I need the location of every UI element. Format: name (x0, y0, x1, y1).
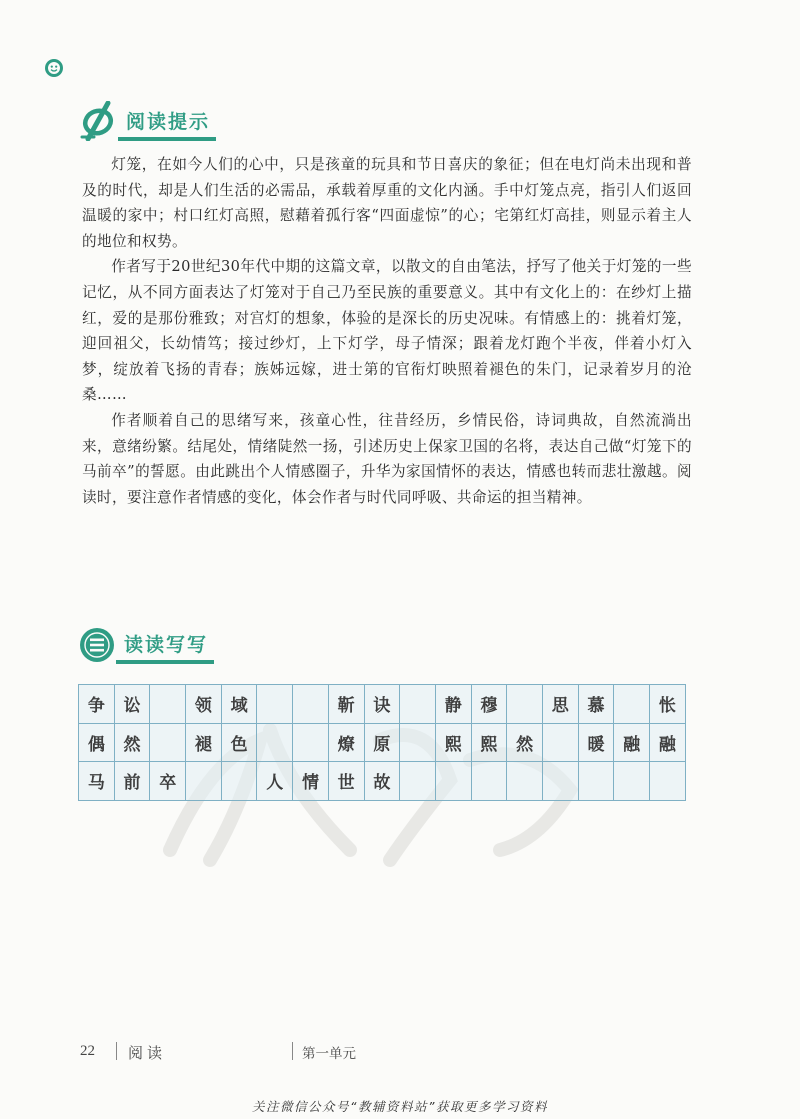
grid-cell (293, 685, 329, 724)
grid-cell: 色 (222, 724, 258, 763)
grid-cell (579, 762, 615, 801)
grid-cell: 争 (79, 685, 115, 724)
grid-cell: 域 (222, 685, 258, 724)
reading-paragraph-3: 作者顺着自己的思绪写来，孩童心性，往昔经历，乡情民俗，诗词典故，自然流淌出来，意绪纷繁。结尾处，情绪陡然一扬，引述历史上保家卫国的名将，表达自己做“灯笼下的马前卒”的誓愿。由此跳出个人情感圈子，升华为家国情怀的表达，情感也转而悲壮激越。阅读时，要注意作者情感的变化，体会作者与时代同呼吸、共命运的担当精神。 (82, 411, 692, 506)
grid-cell: 原 (365, 724, 401, 763)
grid-cell: 熙 (472, 724, 508, 763)
bottom-note: 关注微信公众号“教辅资料站”获取更多学习资料 (252, 1099, 548, 1114)
grid-cell: 融 (614, 724, 650, 763)
grid-cell (472, 762, 508, 801)
grid-cell: 卒 (150, 762, 186, 801)
grid-cell (400, 762, 436, 801)
character-grid (78, 684, 686, 801)
grid-cell: 融 (650, 724, 686, 763)
grid-cell (543, 724, 579, 763)
grid-cell (436, 762, 472, 801)
grid-cell: 穆 (472, 685, 508, 724)
grid-cell: 然 (115, 724, 151, 763)
grid-cell: 人 (257, 762, 293, 801)
read-write-title: 读读写写 (116, 636, 214, 664)
grid-cell: 前 (115, 762, 151, 801)
grid-cell (650, 762, 686, 801)
reading-tips-title: 阅读提示 (118, 113, 216, 141)
footer-divider (116, 1042, 117, 1060)
grid-cell: 马 (79, 762, 115, 801)
green-phi-swirl-icon (78, 101, 118, 141)
read-write-heading (78, 626, 214, 664)
footer-section-label: 阅读 (128, 1044, 167, 1062)
grid-cell: 世 (329, 762, 365, 801)
grid-cell (507, 762, 543, 801)
grid-cell (150, 685, 186, 724)
grid-cell (293, 724, 329, 763)
grid-cell: 怅 (650, 685, 686, 724)
grid-cell (543, 762, 579, 801)
reading-tips-heading (78, 101, 216, 141)
grid-cell: 偶 (79, 724, 115, 763)
green-circle-smiley-icon (44, 58, 64, 78)
grid-cell: 慕 (579, 685, 615, 724)
grid-cell: 诀 (365, 685, 401, 724)
grid-cell: 领 (186, 685, 222, 724)
grid-cell: 褪 (186, 724, 222, 763)
page-number: 22 (80, 1043, 95, 1059)
grid-cell: 静 (436, 685, 472, 724)
grid-cell: 熙 (436, 724, 472, 763)
grid-cell (507, 685, 543, 724)
reading-paragraph-2: 作者写于20世纪30年代中期的这篇文章，以散文的自由笔法，抒写了他关于灯笼的一些记忆，从不同方面表达了灯笼对于自己乃至民族的重要意义。其中有文化上的：在纱灯上描红，爱的是那份雅致；对宫灯的想象，体验的是深长的历史况味。有情感上的：挑着灯笼，迎回祖父，长幼情笃；接过纱灯，上下灯学，母子情深；跟着龙灯跑个半夜，伴着小灯入梦，绽放着飞扬的青春；族姊远嫁，进士第的官衔灯映照着褪色的朱门，记录着岁月的沧桑…… (82, 258, 692, 404)
reading-tips-body (82, 152, 692, 510)
grid-cell: 讼 (115, 685, 151, 724)
grid-cell: 靳 (329, 685, 365, 724)
green-circle-list-icon (78, 626, 116, 664)
grid-cell (614, 762, 650, 801)
grid-cell (186, 762, 222, 801)
grid-cell (150, 724, 186, 763)
grid-cell: 思 (543, 685, 579, 724)
grid-cell (400, 724, 436, 763)
footer-divider (292, 1042, 293, 1060)
footer-unit-label: 第一单元 (302, 1046, 356, 1062)
grid-cell: 然 (507, 724, 543, 763)
grid-cell (257, 685, 293, 724)
grid-cell: 燎 (329, 724, 365, 763)
grid-cell: 情 (293, 762, 329, 801)
grid-cell: 暖 (579, 724, 615, 763)
grid-cell (400, 685, 436, 724)
grid-cell (257, 724, 293, 763)
grid-cell (222, 762, 258, 801)
grid-cell: 故 (365, 762, 401, 801)
reading-paragraph-1: 灯笼，在如今人们的心中，只是孩童的玩具和节日喜庆的象征；但在电灯尚未出现和普及的时代，却是人们生活的必需品，承载着厚重的文化内涵。手中灯笼点亮，指引人们返回温暖的家中；村口红灯高照，慰藉着孤行客“四面虚惊”的心；宅第红灯高挂，则显示着主人的地位和权势。 (82, 156, 692, 250)
grid-cell (614, 685, 650, 724)
